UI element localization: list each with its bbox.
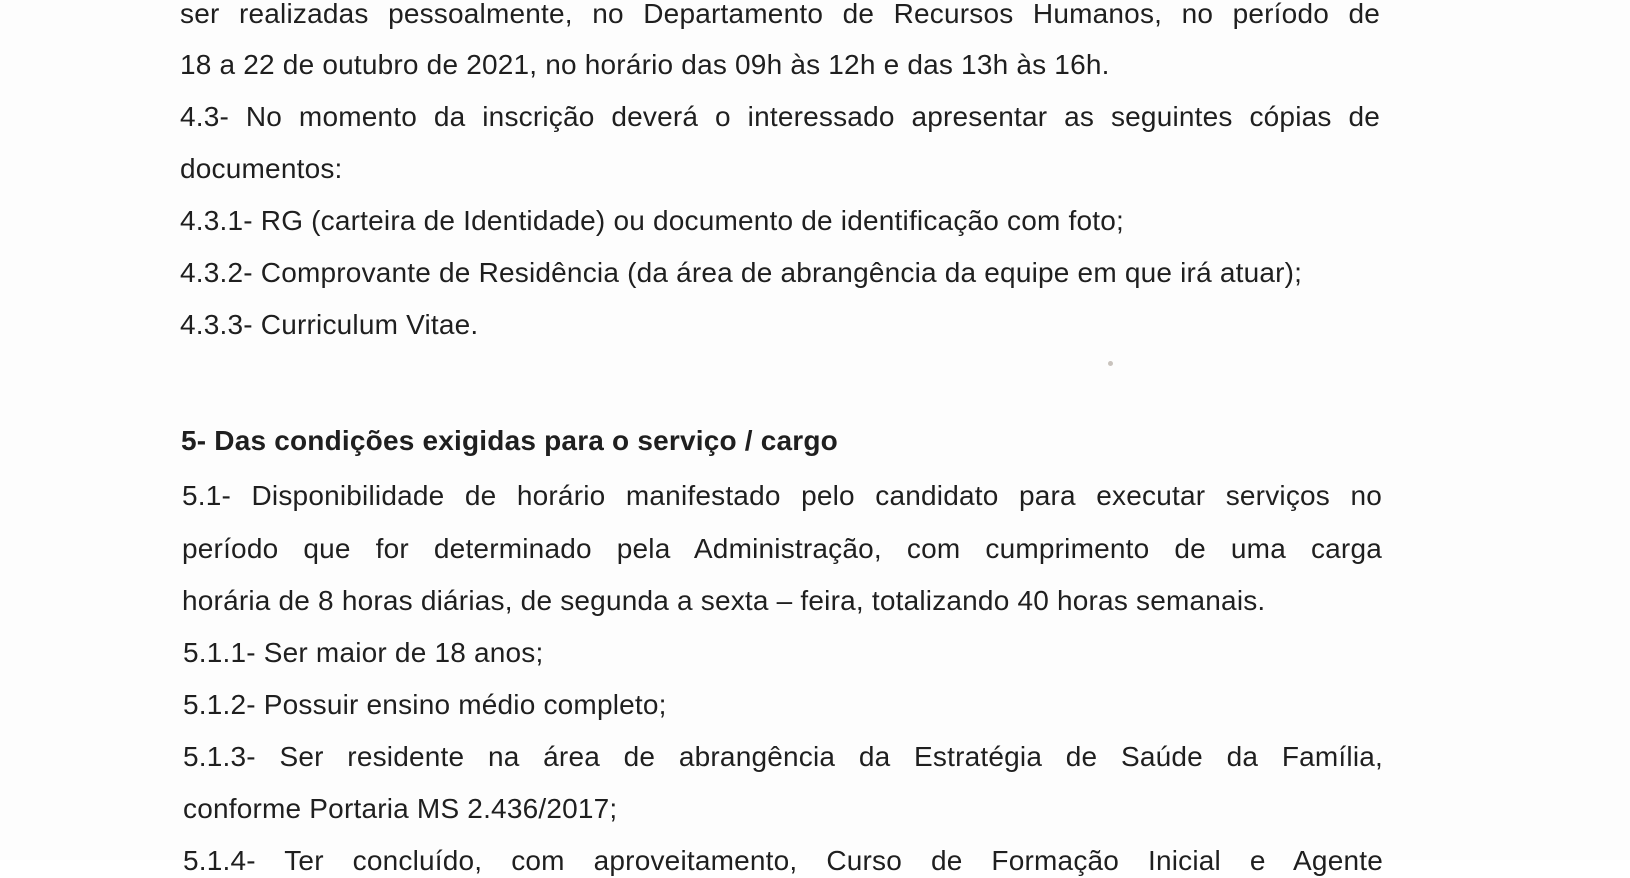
list-item: 5.1.1- Ser maior de 18 anos;: [183, 637, 544, 668]
text-line: conforme Portaria MS 2.436/2017;: [183, 793, 618, 824]
text-line: horária de 8 horas diárias, de segunda a sexta – feira, totalizando 40 horas semanais.: [182, 585, 1266, 616]
section-heading: 5- Das condições exigidas para o serviço / cargo: [181, 425, 838, 456]
text-line: período que for determinado pela Administração, com cumprimento de uma carga: [182, 533, 1382, 564]
text-line: ser realizadas pessoalmente, no Departamento de Recursos Humanos, no período de: [180, 0, 1380, 29]
text-line: documentos:: [180, 153, 343, 184]
text-line: 5.1- Disponibilidade de horário manifestado pelo candidato para executar serviços no: [182, 480, 1382, 511]
scan-speck: [1108, 361, 1113, 366]
list-item: 4.3.3- Curriculum Vitae.: [180, 309, 479, 340]
list-item: 5.1.4- Ter concluído, com aproveitamento, Curso de Formação Inicial e Agente: [183, 845, 1383, 876]
list-item: 5.1.3- Ser residente na área de abrangência da Estratégia de Saúde da Família,: [183, 741, 1383, 772]
list-item: 4.3.2- Comprovante de Residência (da área de abrangência da equipe em que irá atuar);: [180, 257, 1303, 288]
text-line: 4.3- No momento da inscrição deverá o interessado apresentar as seguintes cópias de: [180, 101, 1380, 132]
list-item: 4.3.1- RG (carteira de Identidade) ou documento de identificação com foto;: [180, 205, 1124, 236]
text-line: 18 a 22 de outubro de 2021, no horário das 09h às 12h e das 13h às 16h.: [180, 49, 1110, 80]
list-item: 5.1.2- Possuir ensino médio completo;: [183, 689, 667, 720]
